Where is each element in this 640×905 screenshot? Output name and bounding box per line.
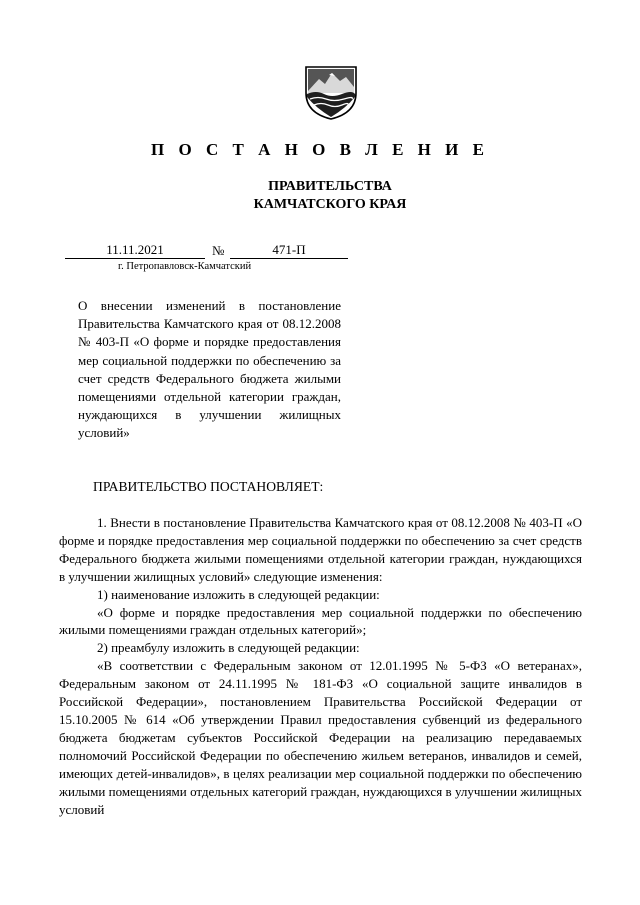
authority-line-1: ПРАВИТЕЛЬСТВА [268, 179, 392, 194]
body-paragraph: «О форме и порядке предоставления мер социальной поддержки по обеспечению жилыми помещениями граждан отдельных категорий»; [59, 604, 582, 638]
body-paragraph: 1) наименование изложить в следующей редакции: [97, 586, 380, 602]
document-date: 11.11.2021 [65, 242, 205, 259]
body-paragraph: 2) преамбулу изложить в следующей редакции: [97, 640, 360, 656]
issuing-authority [0, 178, 640, 214]
document-body [59, 514, 582, 818]
document-type-title: П О С Т А Н О В Л Е Н И Е [151, 140, 489, 159]
body-paragraph: «В соответствии с Федеральным законом от 12.01.1995 № 5-ФЗ «О ветеранах», Федеральным законом от 24.11.1995 № 181-ФЗ «О социальной защите инвалидов в Российской Федерации», постановлением Правительства Российской Федерации от 15.10.2005 № 614 «Об утверждении Правил предоставления субвенций из федерального бюджета бюджетам субъектов Российской Федерации на реализацию передаваемых полномочий Российской Федерации по обеспечению жильем ветеранов, инвалидов и семей, имеющих детей-инвалидов», в целях реализации мер социальной поддержки по обеспечению жилыми помещениями отдельных категорий граждан, нуждающихся в улучшении жилищных условий [59, 658, 582, 817]
document-subject: О внесении изменений в постановление Правительства Камчатского края от 08.12.2008 № 403-П «О форме и порядке предоставления мер социальной поддержки по обеспечению за счет средств Федерального бюджета жилыми помещениями отдельной категории граждан, нуждающихся в улучшении жилищных условий» [78, 298, 341, 441]
number-sign: № [212, 243, 225, 258]
coat-of-arms-emblem [302, 63, 360, 121]
body-paragraph: 1. Внести в постановление Правительства Камчатского края от 08.12.2008 № 403-П «О форме и порядке предоставления мер социальной поддержки по обеспечению за счет средств Федерального бюджета жилыми помещениями отдельной категории граждан, нуждающихся в улучшении жилищных условий» следующие изменения: [59, 515, 582, 584]
decree-line: ПРАВИТЕЛЬСТВО ПОСТАНОВЛЯЕТ: [93, 479, 324, 494]
document-number: 471-П [230, 242, 348, 259]
city-label: г. Петропавловск-Камчатский [118, 261, 252, 272]
authority-line-2: КАМЧАТСКОГО КРАЯ [253, 197, 407, 212]
